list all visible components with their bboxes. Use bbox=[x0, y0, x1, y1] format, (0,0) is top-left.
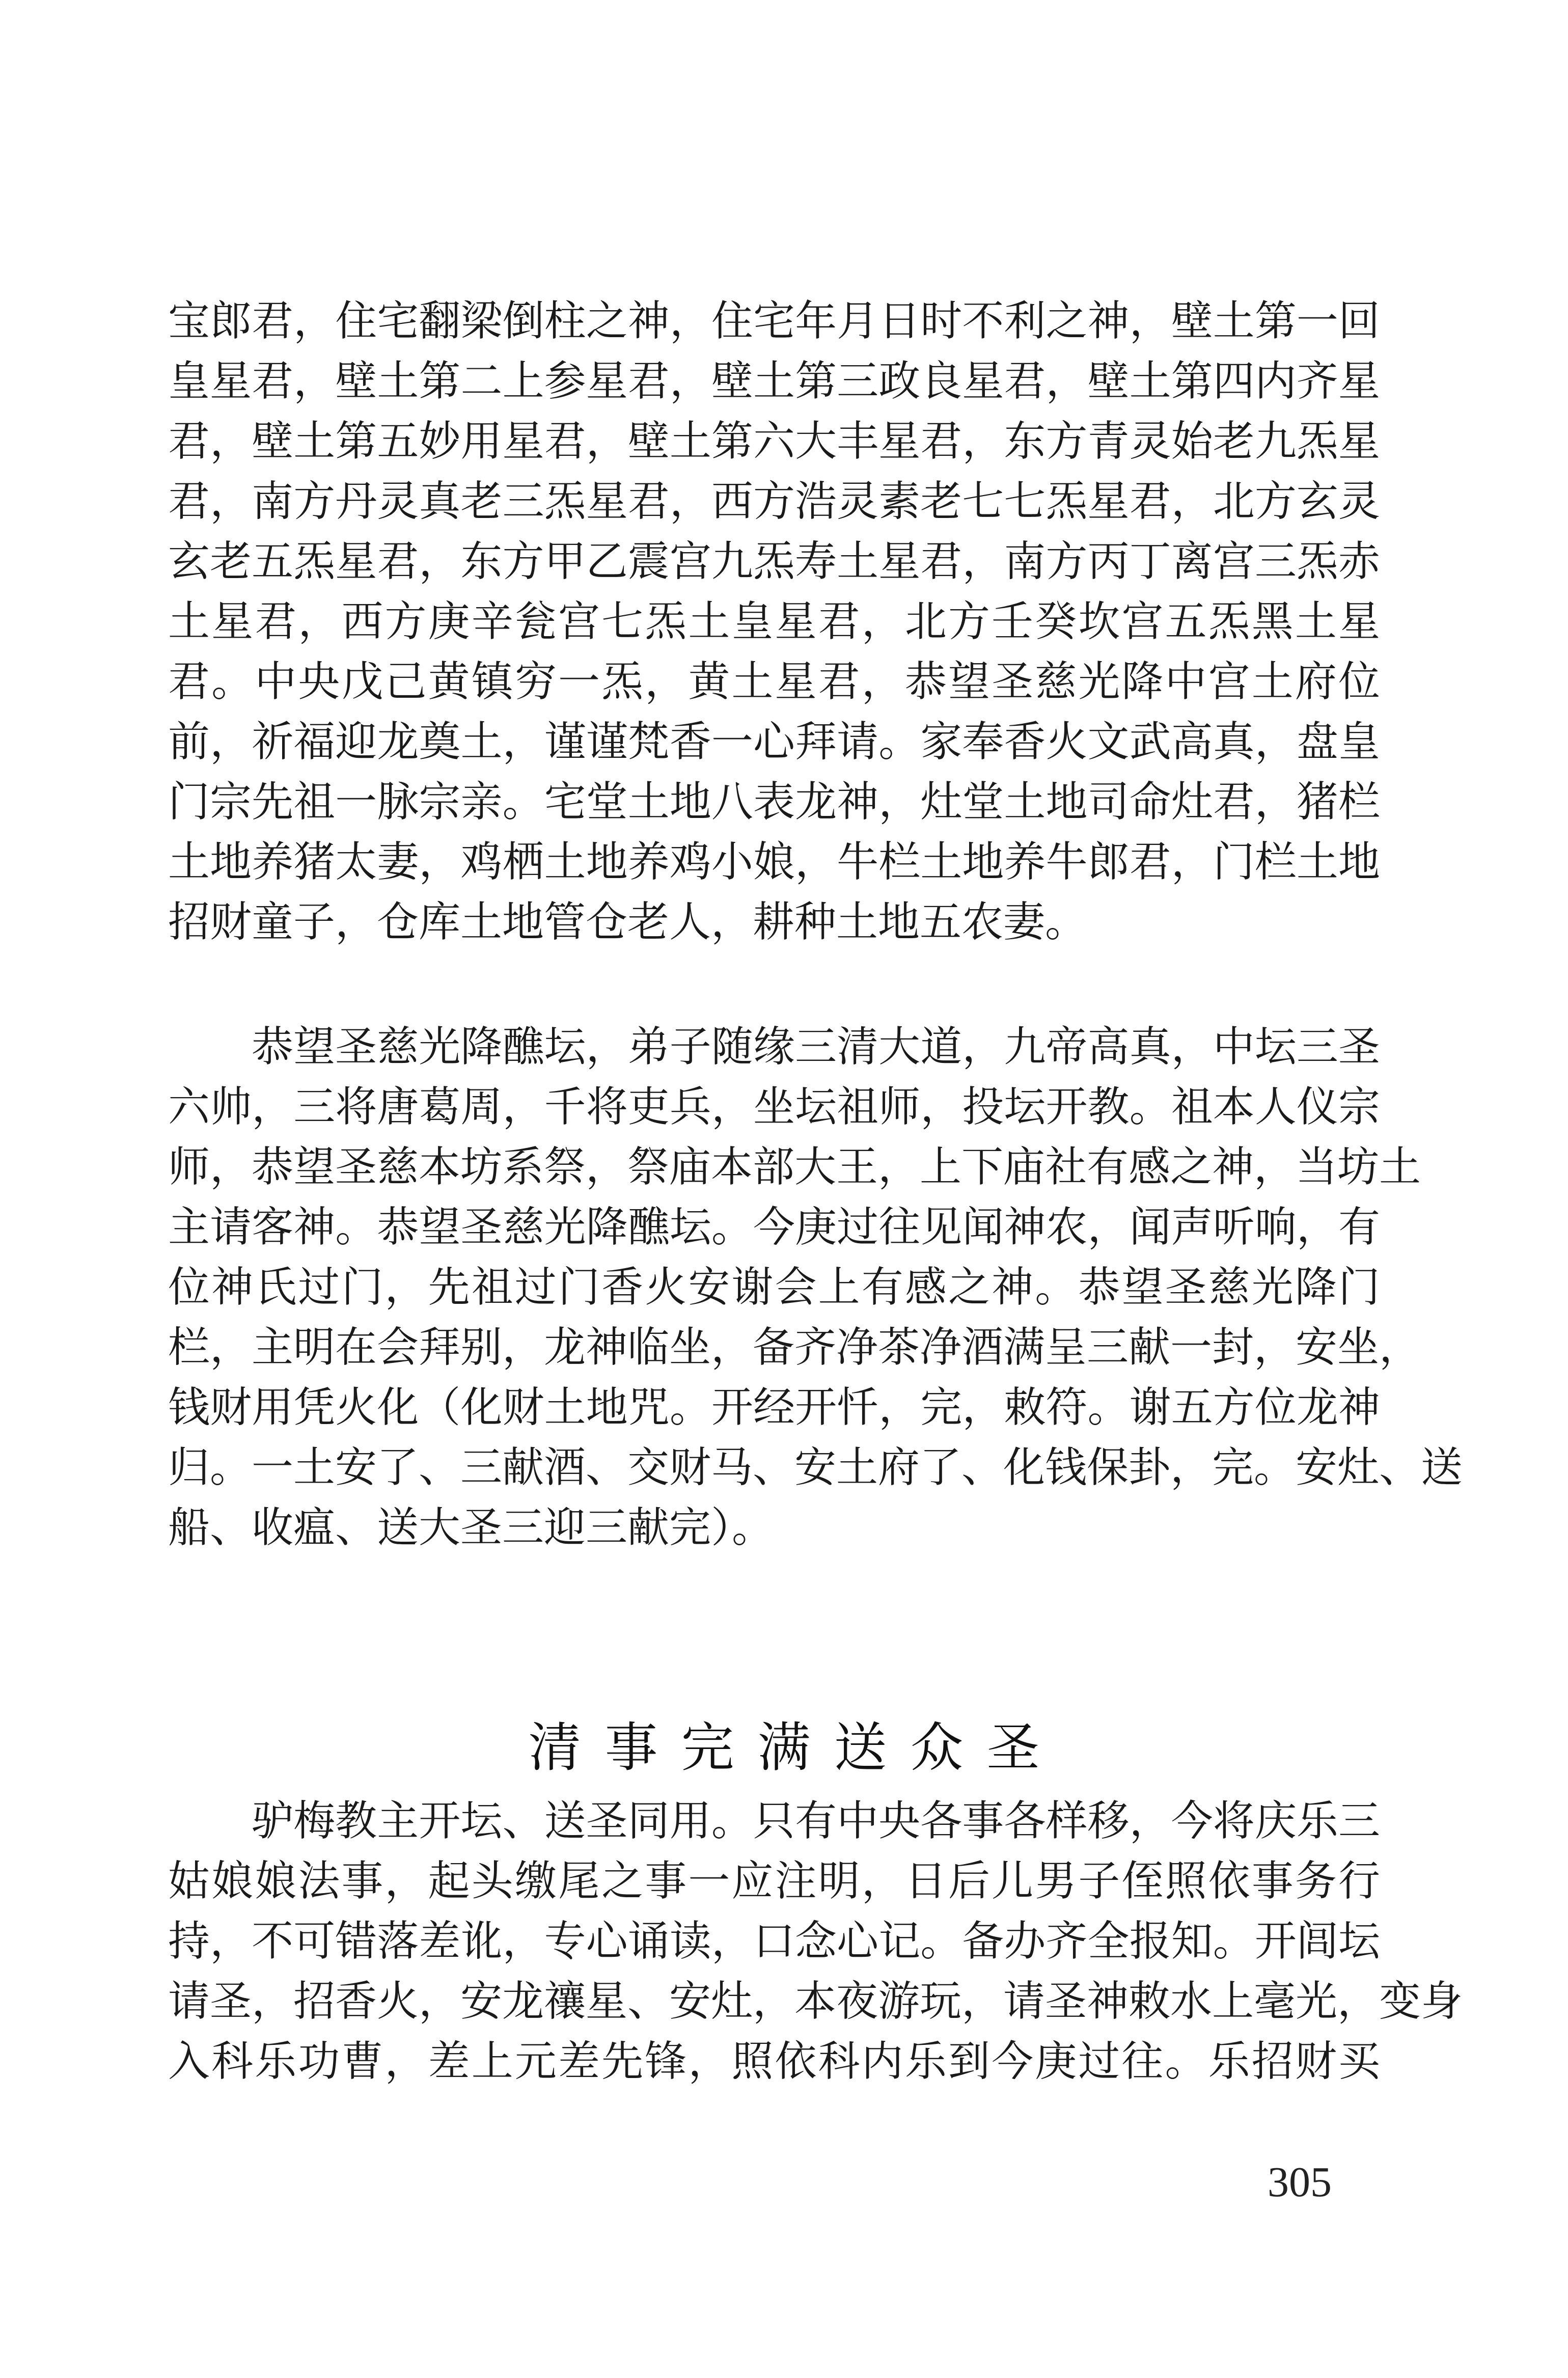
text-line: 船、收瘟、送大圣三迎三献完）。 bbox=[168, 1504, 774, 1552]
text-line: 栏，主明在会拜别，龙神临坐，备齐净茶净酒满呈三献一封，安坐， bbox=[168, 1323, 1421, 1372]
paragraph-section-body bbox=[168, 1791, 1463, 2092]
text-line: 师，恭望圣慈本坊系祭，祭庙本部大王，上下庙社有感之神，当坊土 bbox=[168, 1143, 1421, 1191]
text-line: 玄老五炁星君，东方甲乙震宫九炁寿土星君，南方丙丁离宫三炁赤 bbox=[168, 537, 1380, 586]
text-line: 请圣，招香火，安龙禳星、安灶，本夜游玩，请圣神敕水上毫光，变身 bbox=[168, 1977, 1463, 2026]
text-line: 钱财用凭火化（化财土地咒。开经开忏，完，敕符。谢五方位龙神 bbox=[168, 1383, 1380, 1432]
text-line: 位神氏过门，先祖过门香火安谢会上有感之神。恭望圣慈光降门 bbox=[168, 1263, 1380, 1311]
paragraph-continued bbox=[168, 291, 1380, 952]
text-line: 持，不可错落差讹，专心诵读，口念心记。备办齐全报知。开闾坛 bbox=[168, 1917, 1380, 1965]
section-heading: 清事完满送众圣 bbox=[528, 1716, 1063, 1779]
text-line: 六帅，三将唐葛周，千将吏兵，坐坛祖师，投坛开教。祖本人仪宗 bbox=[168, 1083, 1380, 1131]
page-number: 305 bbox=[1268, 2158, 1332, 2206]
text-line: 主请客神。恭望圣慈光降醮坛。今庚过往见闻神农，闻声听响，有 bbox=[168, 1203, 1380, 1251]
text-line: 恭望圣慈光降醮坛，弟子随缘三清大道，九帝高真，中坛三圣 bbox=[252, 1023, 1380, 1071]
text-line: 君。中央戊己黄镇穷一炁，黄土星君，恭望圣慈光降中宫土府位 bbox=[168, 658, 1380, 706]
paragraph-invocation bbox=[168, 1017, 1463, 1558]
text-line: 归。一土安了、三献酒、交财马、安土府了、化钱保卦，完。安灶、送 bbox=[168, 1443, 1463, 1492]
text-line: 门宗先祖一脉宗亲。宅堂土地八表龙神，灶堂土地司命灶君，猪栏 bbox=[168, 778, 1380, 826]
text-line: 入科乐功曹，差上元差先锋，照依科内乐到今庚过往。乐招财买 bbox=[168, 2037, 1380, 2086]
text-line: 招财童子，仓库土地管仓老人，耕种土地五农妻。 bbox=[168, 898, 1087, 946]
text-line: 君，南方丹灵真老三炁星君，西方浩灵素老七七炁星君，北方玄灵 bbox=[168, 477, 1380, 526]
text-line: 姑娘娘法事，起头缴尾之事一应注明，日后儿男子侄照依事务行 bbox=[168, 1857, 1380, 1905]
text-line: 驴梅教主开坛、送圣同用。只有中央各事各样移，今将庆乐三 bbox=[252, 1797, 1380, 1845]
text-line: 前，祈福迎龙奠土，谨谨梵香一心拜请。家奉香火文武高真，盘皇 bbox=[168, 718, 1380, 766]
text-line: 皇星君，壁土第二上参星君，壁土第三政良星君，壁土第四内齐星 bbox=[168, 357, 1380, 405]
text-line: 土地养猪太妻，鸡栖土地养鸡小娘，牛栏土地养牛郎君，门栏土地 bbox=[168, 838, 1380, 886]
text-line: 宝郎君，住宅翻梁倒柱之神，住宅年月日时不利之神，壁土第一回 bbox=[168, 297, 1380, 345]
text-line: 君，壁土第五妙用星君，壁土第六大丰星君，东方青灵始老九炁星 bbox=[168, 417, 1380, 466]
text-line: 土星君，西方庚辛瓮宫七炁土皇星君，北方壬癸坎宫五炁黑土星 bbox=[168, 597, 1380, 646]
